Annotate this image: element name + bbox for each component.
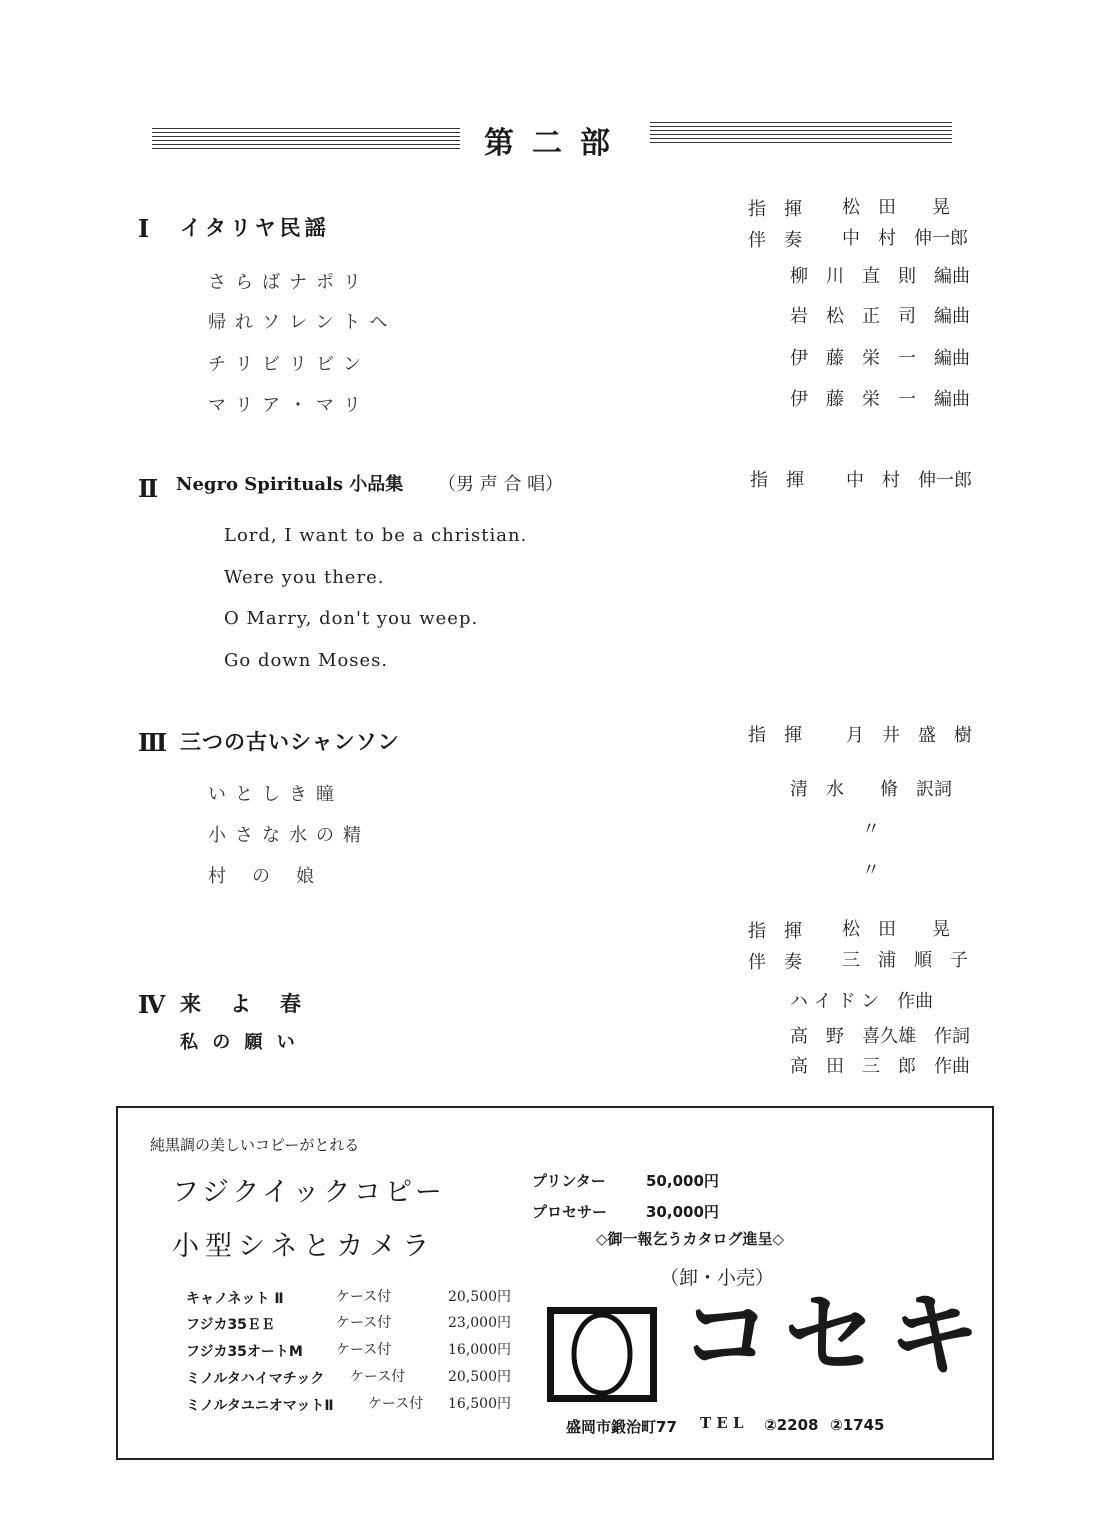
camera-name: フジカ35ＥＥ bbox=[186, 1317, 275, 1333]
equipment-name: プロセサー bbox=[532, 1203, 608, 1221]
tel-number: ②1745 bbox=[830, 1416, 885, 1434]
ditto-mark: 〃 bbox=[862, 860, 880, 881]
ad-tagline: 純黒調の美しいコピーがとれる bbox=[150, 1136, 360, 1154]
ad-product-camera: 小型シネとカメラ bbox=[172, 1231, 436, 1262]
camera-price: 20,500円 bbox=[448, 1369, 511, 1385]
camera-price: 20,500円 bbox=[448, 1289, 511, 1305]
section-3-conductor-name: 月 井 盛 樹 bbox=[846, 725, 972, 746]
section-1-song: さらばナポリ bbox=[208, 272, 370, 293]
section-4-song-composer: ハ イ ド ン 作曲 bbox=[790, 991, 934, 1012]
section-1-number: Ⅰ bbox=[138, 214, 150, 243]
section-4-conductor-role: 指 揮 bbox=[748, 921, 802, 942]
ad-product-copier: フジクイックコピー bbox=[172, 1177, 446, 1208]
shop-address: 盛岡市鍛治町77 bbox=[566, 1418, 677, 1436]
camera-case: ケース付 bbox=[336, 1289, 392, 1305]
section-4-song-lyricist: 高 野 喜久雄 作詞 bbox=[790, 1026, 970, 1047]
section-1-conductor-name: 松 田 晃 bbox=[842, 197, 950, 218]
section-4-song: 私 の 願 い bbox=[180, 1032, 299, 1053]
section-1-song-arranger: 岩 松 正 司 編曲 bbox=[790, 306, 970, 327]
section-2-song: Go down Moses. bbox=[224, 650, 389, 671]
section-3-conductor-role: 指 揮 bbox=[748, 725, 802, 746]
kozeki-logo-mark bbox=[547, 1307, 657, 1402]
section-2-conductor-name: 中 村 伸一郎 bbox=[846, 470, 972, 491]
camera-price: 16,000円 bbox=[448, 1342, 511, 1358]
section-1-accompanist-name: 中 村 伸一郎 bbox=[842, 228, 968, 249]
equipment-price: 50,000円 bbox=[646, 1172, 719, 1190]
section-4-song: 来 よ 春 bbox=[180, 992, 305, 1016]
camera-price: 23,000円 bbox=[448, 1315, 511, 1331]
section-1-title: イタリヤ民謡 bbox=[180, 216, 330, 240]
camera-price: 16,500円 bbox=[448, 1396, 511, 1412]
section-1-song-arranger: 伊 藤 栄 一 編曲 bbox=[790, 389, 970, 410]
section-3-song: 小さな水の精 bbox=[208, 825, 370, 846]
section-3-title: 三つの古いシャンソン bbox=[180, 730, 400, 754]
camera-name: ミノルタハイマチック bbox=[186, 1371, 325, 1387]
section-2-conductor-role: 指 揮 bbox=[750, 470, 804, 491]
section-4-song-composer: 高 田 三 郎 作曲 bbox=[790, 1056, 970, 1077]
section-1-conductor-role: 指 揮 bbox=[748, 199, 802, 220]
section-4-number: Ⅳ bbox=[138, 990, 166, 1019]
page-title: 第二部 bbox=[484, 126, 628, 161]
section-4-accompanist-role: 伴 奏 bbox=[748, 952, 802, 973]
section-1-song: チリビリビン bbox=[208, 354, 370, 375]
section-4-accompanist-name: 三 浦 順 子 bbox=[842, 950, 968, 971]
camera-case: ケース付 bbox=[336, 1342, 392, 1358]
equipment-name: プリンター bbox=[532, 1172, 606, 1190]
ditto-mark: 〃 bbox=[862, 819, 880, 840]
section-2-song: Lord, I want to be a christian. bbox=[224, 525, 528, 546]
camera-case: ケース付 bbox=[368, 1396, 424, 1412]
section-3-song: いとしき瞳 bbox=[208, 784, 343, 805]
camera-name: ミノルタユニオマットⅡ bbox=[186, 1398, 334, 1414]
section-3-number: Ⅲ bbox=[138, 728, 168, 757]
section-1-song-arranger: 伊 藤 栄 一 編曲 bbox=[790, 348, 970, 369]
section-2-title: Negro Spirituals 小品集 bbox=[176, 474, 404, 495]
camera-name: フジカ35オートM bbox=[186, 1344, 303, 1360]
section-2-song: Were you there. bbox=[224, 567, 385, 588]
equipment-price: 30,000円 bbox=[646, 1203, 719, 1221]
camera-name: キャノネット Ⅱ bbox=[186, 1291, 284, 1307]
section-1-song: 帰れソレントへ bbox=[208, 312, 397, 333]
section-4-conductor-name: 松 田 晃 bbox=[842, 919, 950, 940]
section-1-accompanist-role: 伴 奏 bbox=[748, 230, 802, 251]
section-3-song-translator: 清 水 脩 訳詞 bbox=[790, 779, 952, 800]
catalog-note: ◇御一報乞うカタログ進呈◇ bbox=[596, 1230, 785, 1248]
tel-label: T E L bbox=[700, 1414, 744, 1432]
section-2-number: Ⅱ bbox=[138, 474, 159, 503]
camera-case: ケース付 bbox=[350, 1369, 406, 1385]
section-2-song: O Marry, don't you weep. bbox=[224, 608, 479, 629]
section-1-song-arranger: 柳 川 直 則 編曲 bbox=[790, 266, 970, 287]
decorative-lines-right bbox=[650, 122, 952, 144]
section-2-subtitle: （男 声 合 唱） bbox=[438, 474, 564, 495]
camera-case: ケース付 bbox=[336, 1315, 392, 1331]
tel-number: ②2208 bbox=[764, 1416, 819, 1434]
decorative-lines-left bbox=[152, 128, 460, 150]
section-1-song: マリア・マリ bbox=[208, 395, 370, 416]
section-3-song: 村 の 娘 bbox=[208, 866, 318, 887]
wholesale-retail-note: （卸・小売） bbox=[660, 1267, 775, 1289]
kozeki-logo-text: コセキ bbox=[680, 1282, 993, 1389]
